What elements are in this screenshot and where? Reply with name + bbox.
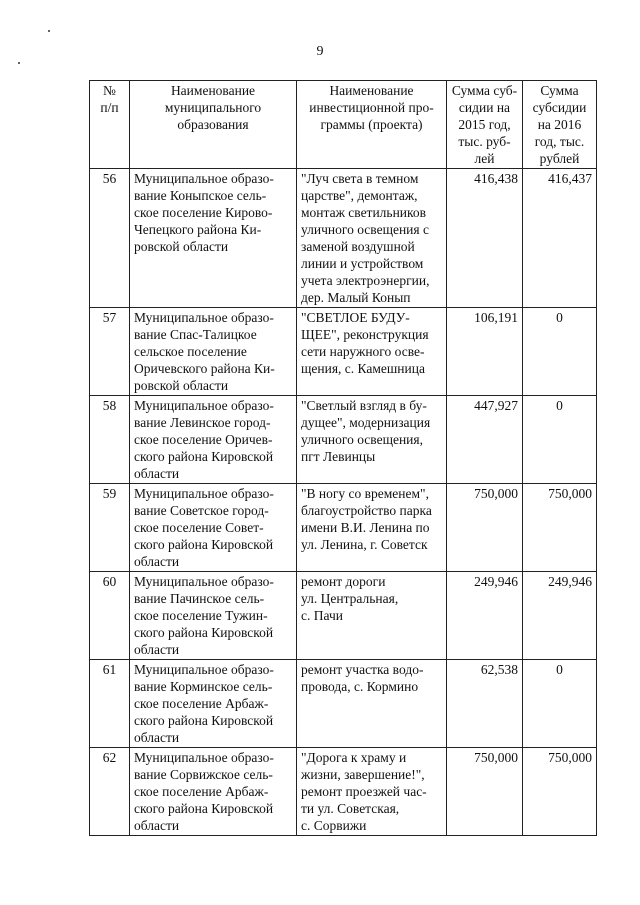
scan-speck: [18, 62, 20, 64]
program-name: ремонт участка водо- провода, с. Кормино: [297, 660, 447, 748]
subsidy-2015: 106,191: [447, 308, 523, 396]
municipality-name: Муниципальное образо- вание Корминское сель- ское поселение Арбаж- ского района Кировской области: [130, 660, 297, 748]
subsidy-2016: 750,000: [523, 748, 597, 836]
page-number: 9: [316, 44, 324, 59]
municipality-name: Муниципальное образо- вание Советское город- ское поселение Совет- ского района Кировской области: [130, 484, 297, 572]
subsidy-2016: 416,437: [523, 169, 597, 308]
table-row: [90, 572, 597, 660]
subsidy-2016: 0: [523, 660, 597, 748]
table-row: [90, 748, 597, 836]
header-municipality: Наименование муниципального образования: [130, 81, 297, 169]
subsidy-2015: 447,927: [447, 396, 523, 484]
program-name: "СВЕТЛОЕ БУДУ- ЩЕЕ", реконструкция сети наружного осве- щения, с. Камешница: [297, 308, 447, 396]
subsidy-2016: 0: [523, 308, 597, 396]
municipality-name: Муниципальное образо- вание Спас-Талицкое сельское поселение Оричевского района Ки- ровской области: [130, 308, 297, 396]
program-name: "Светлый взгляд в бу- дущее", модернизация уличного освещения, пгт Левинцы: [297, 396, 447, 484]
table-row: [90, 660, 597, 748]
row-number: 58: [90, 396, 130, 484]
row-number: 61: [90, 660, 130, 748]
header-sum-2015: Сумма суб- сидии на 2015 год, тыс. руб- лей: [447, 81, 523, 169]
municipality-name: Муниципальное образо- вание Коныпское сель- ское поселение Кирово- Чепецкого района Ки- ровской области: [130, 169, 297, 308]
program-name: "Луч света в темном царстве", демонтаж, монтаж светильников уличного освещения с заменой воздушной линии и устройством учета электроэнергии, дер. Малый Конып: [297, 169, 447, 308]
table-header-row: [90, 81, 597, 169]
table-row: [90, 308, 597, 396]
subsidy-2016: 249,946: [523, 572, 597, 660]
row-number: 57: [90, 308, 130, 396]
table-row: [90, 396, 597, 484]
subsidy-2015: 249,946: [447, 572, 523, 660]
subsidy-2016: 750,000: [523, 484, 597, 572]
subsidy-2015: 62,538: [447, 660, 523, 748]
scan-speck: [48, 30, 50, 32]
header-sum-2016: Сумма субсидии на 2016 год, тыс. рублей: [523, 81, 597, 169]
municipality-name: Муниципальное образо- вание Пачинское сель- ское поселение Тужин- ского района Кировской области: [130, 572, 297, 660]
program-name: "Дорога к храму и жизни, завершение!", ремонт проезжей час- ти ул. Советская, с. Сорвижи: [297, 748, 447, 836]
row-number: 62: [90, 748, 130, 836]
row-number: 60: [90, 572, 130, 660]
municipality-name: Муниципальное образо- вание Сорвижское сель- ское поселение Арбаж- ского района Кировской области: [130, 748, 297, 836]
subsidy-2016: 0: [523, 396, 597, 484]
row-number: 56: [90, 169, 130, 308]
row-number: 59: [90, 484, 130, 572]
subsidy-2015: 416,438: [447, 169, 523, 308]
program-name: "В ногу со временем", благоустройство парка имени В.И. Ленина по ул. Ленина, г. Советск: [297, 484, 447, 572]
program-name: ремонт дороги ул. Центральная, с. Пачи: [297, 572, 447, 660]
header-program: Наименование инвестиционной про- граммы (проекта): [297, 81, 447, 169]
table-row: [90, 484, 597, 572]
subsidy-2015: 750,000: [447, 748, 523, 836]
table-row: [90, 169, 597, 308]
subsidy-2015: 750,000: [447, 484, 523, 572]
header-num: № п/п: [90, 81, 130, 169]
subsidy-table: [89, 80, 597, 836]
municipality-name: Муниципальное образо- вание Левинское город- ское поселение Оричев- ского района Кировской области: [130, 396, 297, 484]
